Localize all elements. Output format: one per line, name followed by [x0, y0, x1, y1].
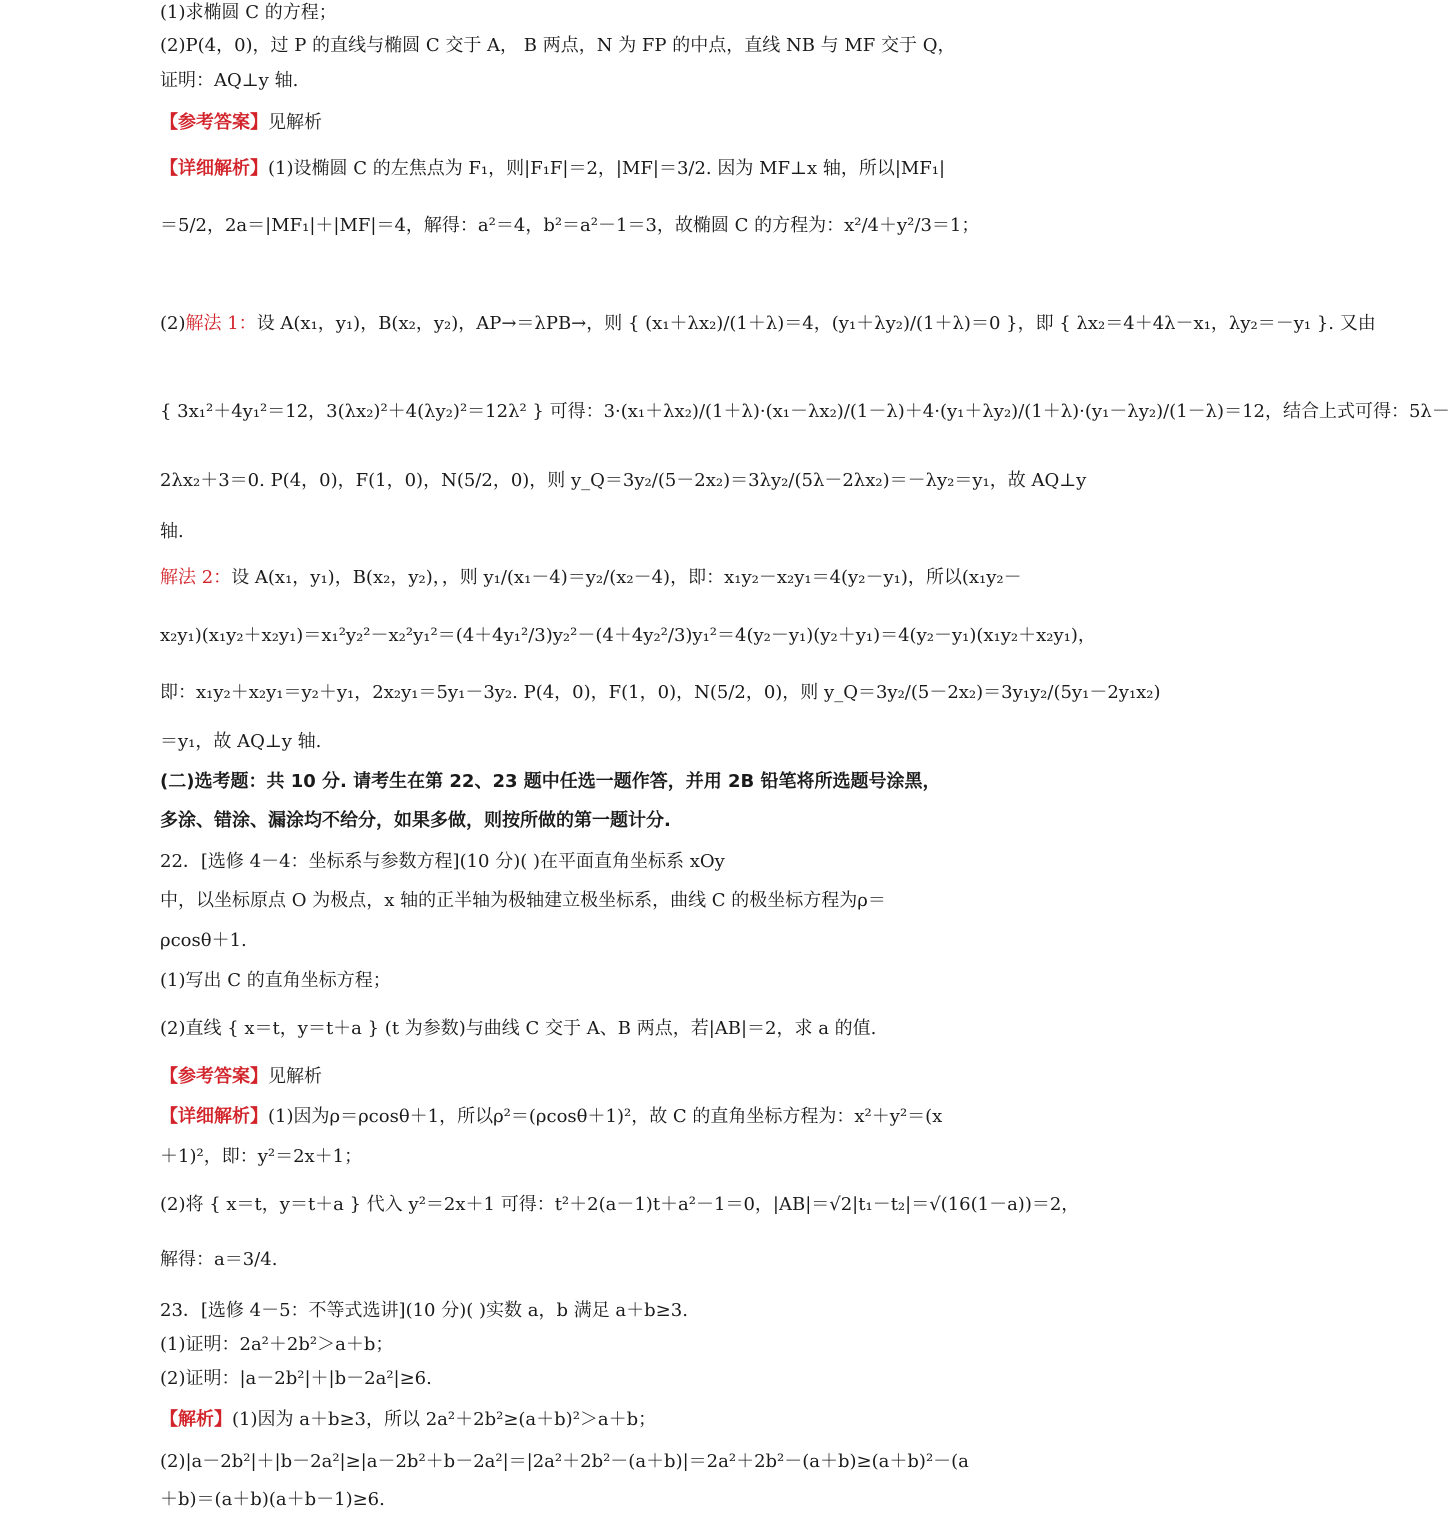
q21-answer — [160, 110, 930, 136]
method1-text: 设 A(x₁，y₁)，B(x₂，y₂)，AP→＝λPB→，则 { (x₁＋λx₂)/(1＋λ)＝4，(y₁＋λy₂)/(1＋λ)＝0 }，即 { λx₂＝4＋4λ－x₁，λy₂＝－y₁ }. 又由 — [256, 313, 1376, 334]
jiexi-tag: 【解析】 — [160, 1409, 232, 1430]
section2-line2: 多涂、错涂、漏涂均不给分，如果多做，则按所做的第一题计分. — [160, 810, 671, 831]
q22-part2: (2)直线 { x＝t，y＝t＋a } (t 为参数)与曲线 C 交于 A、B 两点，若|AB|＝2，求 a 的值. — [160, 1018, 877, 1039]
q21-method2-line4: ＝y₁，故 AQ⊥y 轴. — [160, 731, 322, 752]
q21-detail-line1 — [160, 156, 946, 182]
detail-text: (1)因为ρ＝ρcosθ＋1，所以ρ²＝(ρcosθ＋1)²，故 C 的直角坐标方程为：x²＋y²＝(x — [268, 1106, 943, 1127]
q22-part1: (1)写出 C 的直角坐标方程； — [160, 970, 391, 991]
q21-method2-line2: x₂y₁)(x₁y₂＋x₂y₁)＝x₁²y₂²－x₂²y₁²＝(4＋4y₁²/3)y₂²－(4＋4y₂²/3)y₁²＝4(y₂－y₁)(y₂＋y₁)＝4(y₂－y₁)(x₁y₂＋x₂y₁)， — [160, 625, 1096, 646]
detail-tag: 【详细解析】 — [160, 158, 268, 179]
detail-text: (1)设椭圆 C 的左焦点为 F₁，则|F₁F|＝2，|MF|＝3/2. 因为 MF⊥x 轴，所以|MF₁| — [268, 158, 946, 179]
q22-detail-line2: ＋1)²，即：y²＝2x＋1； — [160, 1146, 363, 1167]
q22-detail-line1 — [160, 1104, 943, 1130]
q21-method2-line3: 即：x₁y₂＋x₂y₁＝y₂＋y₁，2x₂y₁＝5y₁－3y₂. P(4，0)，F(1，0)，N(5/2，0)，则 y_Q＝3y₂/(5－2x₂)＝3y₁y₂/(5y₁－2y₁x₂) — [160, 682, 1161, 703]
q21-method1-line3: 2λx₂＋3＝0. P(4，0)，F(1，0)，N(5/2，0)，则 y_Q＝3y₂/(5－2x₂)＝3λy₂/(5λ－2λx₂)＝－λy₂＝y₁，故 AQ⊥y — [160, 470, 1087, 491]
answer-tag: 【参考答案】 — [160, 112, 268, 133]
q23-line1: 23．[选修 4－5：不等式选讲](10 分)( )实数 a，b 满足 a＋b≥3. — [160, 1300, 688, 1321]
detail-tag: 【详细解析】 — [160, 1106, 268, 1127]
q22-line3: ρcosθ＋1. — [160, 930, 247, 951]
method2-tag: 解法 2： — [160, 567, 232, 588]
q22-line2: 中，以坐标原点 O 为极点，x 轴的正半轴为极轴建立极坐标系，曲线 C 的极坐标方程为ρ＝ — [160, 890, 886, 911]
q22-detail-line4: 解得：a＝3/4. — [160, 1249, 278, 1270]
q21-part2-line1: (2)P(4，0)，过 P 的直线与椭圆 C 交于 A， B 两点，N 为 FP 的中点，直线 NB 与 MF 交于 Q， — [160, 35, 956, 56]
q22-answer — [160, 1064, 930, 1090]
q21-part2-line2: 证明：AQ⊥y 轴. — [160, 70, 299, 91]
q23-jiexi-line2: (2)|a－2b²|＋|b－2a²|≥|a－2b²＋b－2a²|＝|2a²＋2b²－(a＋b)|＝2a²＋2b²－(a＋b)≥(a＋b)²－(a — [160, 1451, 969, 1472]
method1-tag: 解法 1： — [185, 313, 257, 334]
q21-method2-line1 — [160, 565, 1022, 591]
q23-part1: (1)证明：2a²＋2b²＞a＋b； — [160, 1334, 394, 1355]
q21-method1-line4: 轴. — [160, 521, 184, 542]
q21-method1-line1 — [160, 311, 1376, 337]
q23-jiexi-line1 — [160, 1407, 930, 1433]
q21-detail-line2: ＝5/2，2a＝|MF₁|＋|MF|＝4，解得：a²＝4，b²＝a²－1＝3，故椭圆 C 的方程为：x²/4＋y²/3＝1； — [160, 215, 980, 236]
q23-jiexi-line3: ＋b)＝(a＋b)(a＋b－1)≥6. — [160, 1489, 385, 1510]
answer-text: 见解析 — [268, 112, 322, 133]
section2-line1: (二)选考题：共 10 分. 请考生在第 22、23 题中任选一题作答，并用 2B 铅笔将所选题号涂黑， — [160, 771, 941, 792]
answer-text: 见解析 — [268, 1066, 322, 1087]
q21-part1: (1)求椭圆 C 的方程； — [160, 2, 337, 23]
q22-line1: 22．[选修 4－4：坐标系与参数方程](10 分)( )在平面直角坐标系 xOy — [160, 851, 725, 872]
method2-text: 设 A(x₁，y₁)，B(x₂，y₂)，，则 y₁/(x₁－4)＝y₂/(x₂－4)，即：x₁y₂－x₂y₁＝4(y₂－y₁)，所以(x₁y₂－ — [231, 567, 1022, 588]
jiexi-text: (1)因为 a＋b≥3，所以 2a²＋2b²≥(a＋b)²＞a＋b； — [232, 1409, 657, 1430]
method1-prefix: (2) — [160, 313, 186, 334]
q22-detail-line3: (2)将 { x＝t，y＝t＋a } 代入 y²＝2x＋1 可得：t²＋2(a－1)t＋a²－1＝0，|AB|＝√2|t₁－t₂|＝√(16(1－a))＝2， — [160, 1194, 1080, 1215]
answer-tag: 【参考答案】 — [160, 1066, 268, 1087]
q23-part2: (2)证明：|a－2b²|＋|b－2a²|≥6. — [160, 1368, 432, 1389]
q21-method1-line2: { 3x₁²＋4y₁²＝12，3(λx₂)²＋4(λy₂)²＝12λ² } 可得：3·(x₁＋λx₂)/(1＋λ)·(x₁－λx₂)/(1－λ)＋4·(y₁＋λy₂)/(1＋λ)·(y₁－λy₂)/(1－λ)＝12，结合上式可得：5λ－ — [160, 401, 1450, 422]
